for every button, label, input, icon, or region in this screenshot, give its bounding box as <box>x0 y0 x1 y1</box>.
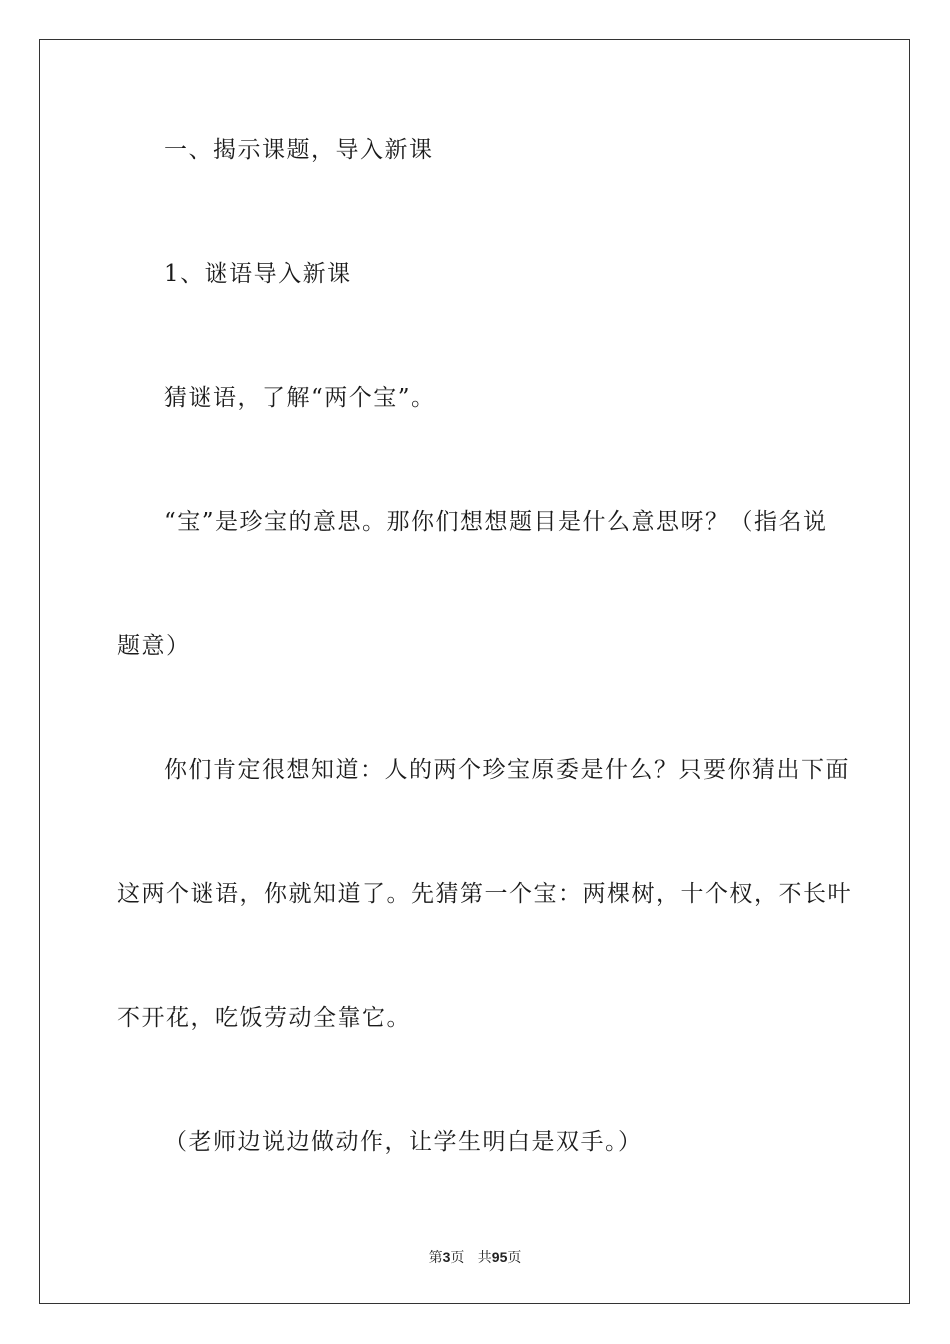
paragraph-line: （老师边说边做动作，让学生明白是双手。） <box>164 1129 643 1155</box>
total-pages: 95 <box>491 1249 508 1265</box>
paragraph-line: 这两个谜语，你就知道了。先猜第一个宝：两棵树，十个杈，不长叶 <box>117 881 852 907</box>
paragraph-line: “宝”是珍宝的意思。那你们想想题目是什么意思呀？（指名说 <box>164 509 828 535</box>
subsection-heading: 1、谜语导入新课 <box>164 261 352 287</box>
paragraph-line: 题意） <box>117 633 191 659</box>
page-border <box>39 39 910 1304</box>
total-suffix: 页 <box>507 1250 522 1266</box>
paragraph-line: 猜谜语，了解“两个宝”。 <box>164 385 436 411</box>
page-number: 3 <box>442 1249 451 1265</box>
section-heading: 一、揭示课题，导入新课 <box>164 137 434 163</box>
paragraph-line: 不开花，吃饭劳动全靠它。 <box>117 1005 411 1031</box>
page-footer <box>0 1247 950 1268</box>
page-prefix: 第 <box>428 1250 443 1266</box>
total-prefix: 共 <box>477 1250 492 1266</box>
page-suffix: 页 <box>450 1250 465 1266</box>
paragraph-line: 你们肯定很想知道：人的两个珍宝原委是什么？只要你猜出下面 <box>164 757 850 783</box>
